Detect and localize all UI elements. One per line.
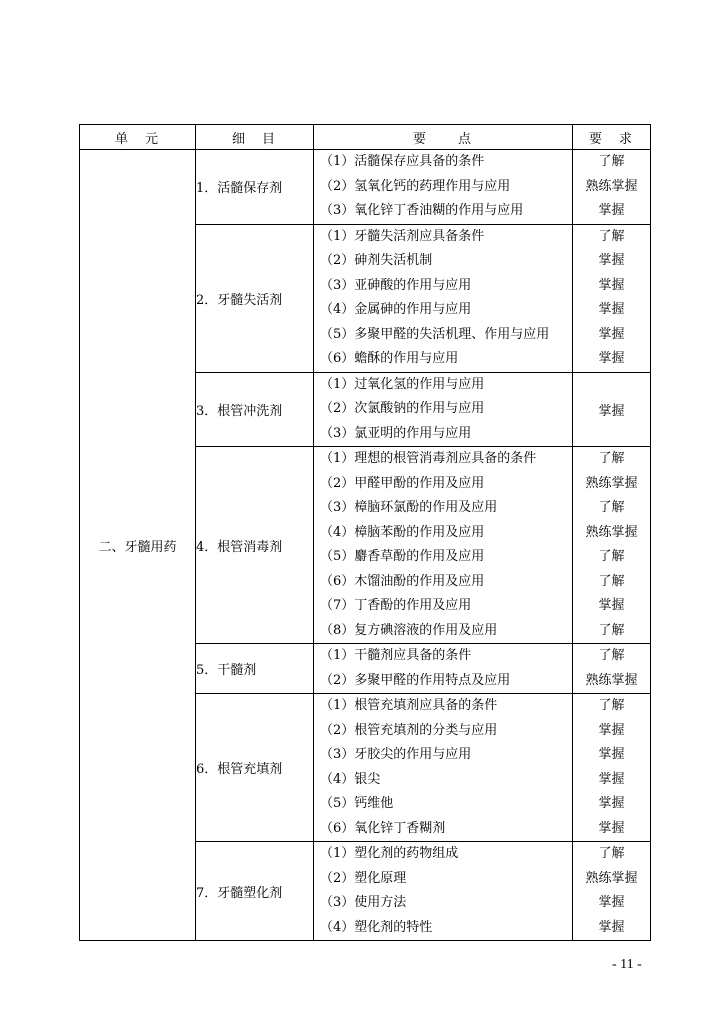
requirement-cell [573,150,651,225]
point-item: （5）多聚甲醛的失活机理、作用与应用 [320,326,550,342]
requirement-item: 熟练掌握 [585,524,638,540]
requirement-item: 熟练掌握 [585,178,638,194]
requirement-cell [573,224,651,372]
point-item: （8）复方碘溶液的作用及应用 [320,622,498,638]
point-item: （3）使用方法 [320,895,407,910]
requirement-item: 熟练掌握 [585,672,638,688]
requirement-item: 掌握 [598,820,625,836]
requirement-item: 掌握 [598,895,625,910]
requirement-item: 熟练掌握 [585,475,638,491]
point-item: （6）氧化锌丁香糊剂 [320,820,446,836]
point-item: （3）氯亚明的作用与应用 [320,425,472,441]
requirement-item: 掌握 [598,351,625,366]
point-item: （3）樟脑环氯酚的作用及应用 [320,500,498,515]
point-item: （3）氧化锌丁香油糊的作用与应用 [320,203,524,218]
requirement-item: 掌握 [598,277,625,293]
points-cell [314,644,573,694]
subitem-name: 7．牙髓塑化剂 [196,842,314,941]
requirement-item: 了解 [598,622,625,638]
requirement-cell [573,447,651,644]
requirement-item: 掌握 [598,771,625,787]
header-row [80,125,651,150]
requirement-item: 了解 [598,549,625,564]
point-item: （1）牙髓失活剂应具备条件 [320,228,485,244]
point-item: （1）活髓保存应具备的条件 [320,154,485,169]
point-item: （2）多聚甲醛的作用特点及应用 [320,672,511,688]
requirement-item: 了解 [598,451,625,466]
point-item: （1）干髓剂应具备的条件 [320,648,472,663]
points-cell [314,842,573,941]
page-number: - 11 - [612,957,642,972]
requirement-item: 掌握 [598,302,625,317]
points-cell [314,224,573,372]
point-item: （2）塑化原理 [320,870,407,886]
point-item: （2）氢氧化钙的药理作用与应用 [320,178,511,194]
requirement-item: 掌握 [598,722,625,738]
points-cell [314,694,573,842]
points-cell [314,150,573,225]
requirement-item: 掌握 [598,919,625,935]
subitem-name: 5．干髓剂 [196,644,314,694]
requirement-item: 掌握 [598,796,625,811]
point-item: （4）金属砷的作用与应用 [320,302,472,317]
requirement-item: 掌握 [598,326,625,342]
point-item: （4）樟脑苯酚的作用及应用 [320,524,485,540]
requirement-cell [573,644,651,694]
subitem-name: 6．根管充填剂 [196,694,314,842]
point-item: （3）亚砷酸的作用与应用 [320,277,472,293]
point-item: （2）甲醛甲酚的作用及应用 [320,475,485,491]
requirement-item: 了解 [598,228,625,244]
requirement-item: 掌握 [598,598,625,613]
syllabus-table [79,124,651,941]
header-points: 要 点 [314,125,573,150]
points-cell [314,372,573,447]
unit-name: 二、牙髓用药 [80,150,196,941]
point-item: （1）根管充填剂应具备的条件 [320,698,498,713]
subitem-name: 3．根管冲洗剂 [196,372,314,447]
subitem-name: 2．牙髓失活剂 [196,224,314,372]
point-item: （5）钙维他 [320,796,394,811]
point-item: （3）牙胶尖的作用与应用 [320,747,472,762]
point-item: （1）塑化剂的药物组成 [320,846,459,861]
requirement-cell [573,694,651,842]
point-item: （2）砷剂失活机制 [320,253,433,268]
requirement-item: 了解 [598,698,625,713]
header-requirement: 要 求 [573,125,651,150]
requirement-item: 了解 [598,154,625,169]
requirement-item: 熟练掌握 [585,870,638,886]
header-unit: 单 元 [80,125,196,150]
header-subitem: 细 目 [196,125,314,150]
requirement-item: 掌握 [598,253,625,268]
requirement-item: 了解 [598,648,625,663]
point-item: （5）麝香草酚的作用及应用 [320,549,485,564]
point-item: （4）银尖 [320,771,381,787]
point-item: （2）次氯酸钠的作用与应用 [320,401,485,416]
point-item: （1）理想的根管消毒剂应具备的条件 [320,451,537,466]
points-cell [314,447,573,644]
point-item: （6）木馏油酚的作用及应用 [320,573,485,589]
requirement-item: 掌握 [598,403,625,419]
subitem-name: 4．根管消毒剂 [196,447,314,644]
requirement-item: 了解 [598,500,625,515]
requirement-item: 了解 [598,573,625,589]
requirement-cell [573,372,651,447]
subitem-row [80,150,651,225]
point-item: （4）塑化剂的特性 [320,919,433,935]
point-item: （2）根管充填剂的分类与应用 [320,722,498,738]
requirement-item: 掌握 [598,747,625,762]
requirement-cell [573,842,651,941]
requirement-item: 了解 [598,846,625,861]
subitem-name: 1．活髓保存剂 [196,150,314,225]
requirement-item: 掌握 [598,203,625,218]
point-item: （1）过氧化氢的作用与应用 [320,376,485,392]
point-item: （7）丁香酚的作用及应用 [320,598,472,613]
point-item: （6）蟾酥的作用与应用 [320,351,459,366]
